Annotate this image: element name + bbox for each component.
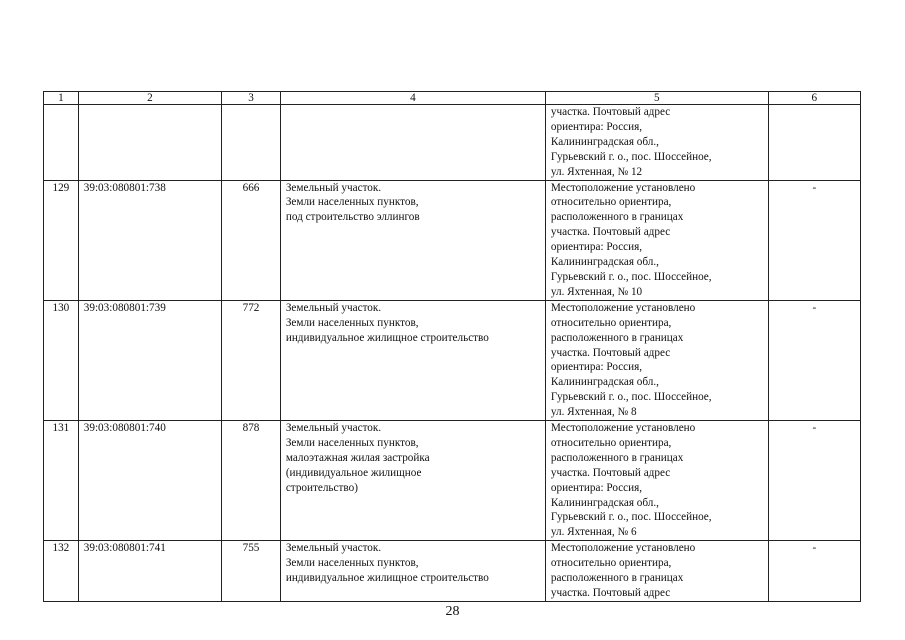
location-line: ориентира: Россия, — [550, 120, 643, 133]
cadastral-number-cell: 39:03:080801:741 — [78, 541, 221, 602]
column-header-2: 2 — [78, 92, 221, 105]
number-cell: 129 — [44, 180, 79, 300]
table-row — [44, 180, 861, 300]
location-line: Гурьевский г. о., пос. Шоссейное, — [550, 391, 712, 404]
description-cell — [280, 105, 545, 181]
column-header-4: 4 — [280, 92, 545, 105]
description-line: индивидуальное жилищное строительство — [285, 572, 489, 585]
note-cell: - — [768, 180, 860, 300]
number-cell: 130 — [44, 300, 79, 420]
page-number: 28 — [445, 604, 460, 619]
note-cell: - — [768, 541, 860, 602]
location-line: ул. Яхтенная, № 10 — [550, 285, 643, 298]
number-cell — [44, 105, 79, 181]
location-line: относительно ориентира, — [550, 316, 672, 329]
location-line: расположенного в границах — [550, 331, 684, 344]
location-line: относительно ориентира, — [550, 196, 672, 209]
description-line: Земли населенных пунктов, — [285, 316, 419, 329]
description-line: Земли населенных пунктов, — [285, 196, 419, 209]
location-line: ориентира: Россия, — [550, 481, 643, 494]
column-header-3: 3 — [222, 92, 281, 105]
location-line: Гурьевский г. о., пос. Шоссейное, — [550, 150, 712, 163]
description-line: строительство) — [285, 481, 358, 494]
description-line: индивидуальное жилищное строительство — [285, 331, 489, 344]
location-line: расположенного в границах — [550, 572, 684, 585]
location-line: Калининградская обл., — [550, 135, 659, 148]
description-cell — [280, 541, 545, 602]
location-line: относительно ориентира, — [550, 557, 672, 570]
description-cell — [280, 300, 545, 420]
description-line: (индивидуальное жилищное — [285, 466, 422, 479]
area-cell: 772 — [222, 300, 281, 420]
location-line: участка. Почтовый адрес — [550, 346, 671, 359]
location-line: Калининградская обл., — [550, 496, 659, 509]
area-cell: 666 — [222, 180, 281, 300]
description-line: Земельный участок. — [285, 422, 382, 435]
location-line: Местоположение установлено — [550, 301, 696, 314]
land-plots-table — [43, 91, 861, 602]
area-cell: 755 — [222, 541, 281, 602]
location-line: участка. Почтовый адрес — [550, 466, 671, 479]
description-line: Земли населенных пунктов, — [285, 557, 419, 570]
location-cell — [545, 421, 768, 541]
cadastral-number-cell — [78, 105, 221, 181]
table-header-row — [44, 92, 861, 105]
location-line: ул. Яхтенная, № 6 — [550, 526, 637, 539]
description-line: Земельный участок. — [285, 301, 382, 314]
table-row — [44, 421, 861, 541]
area-cell: 878 — [222, 421, 281, 541]
location-line: участка. Почтовый адрес — [550, 226, 671, 239]
description-line: Земли населенных пунктов, — [285, 436, 419, 449]
description-cell — [280, 180, 545, 300]
cadastral-number-cell: 39:03:080801:740 — [78, 421, 221, 541]
location-line: Калининградская обл., — [550, 256, 659, 269]
location-line: ул. Яхтенная, № 12 — [550, 165, 643, 178]
location-line: участка. Почтовый адрес — [550, 106, 671, 118]
table-row-continuation — [44, 105, 861, 181]
location-line: ориентира: Россия, — [550, 241, 643, 254]
location-line: относительно ориентира, — [550, 436, 672, 449]
table-row — [44, 300, 861, 420]
description-line: малоэтажная жилая застройка — [285, 451, 430, 464]
location-line: Гурьевский г. о., пос. Шоссейное, — [550, 270, 712, 283]
description-line: под строительство эллингов — [285, 211, 420, 224]
column-header-6: 6 — [768, 92, 860, 105]
location-line: Гурьевский г. о., пос. Шоссейное, — [550, 511, 712, 524]
location-line: Местоположение установлено — [550, 181, 696, 194]
location-cell — [545, 105, 768, 181]
cadastral-number-cell: 39:03:080801:739 — [78, 300, 221, 420]
description-cell — [280, 421, 545, 541]
location-line: ул. Яхтенная, № 8 — [550, 406, 637, 419]
location-cell — [545, 180, 768, 300]
location-cell — [545, 300, 768, 420]
column-header-1: 1 — [44, 92, 79, 105]
location-line: Калининградская обл., — [550, 376, 659, 389]
location-line: Местоположение установлено — [550, 422, 696, 435]
number-cell: 131 — [44, 421, 79, 541]
location-line: Местоположение установлено — [550, 542, 696, 555]
note-cell — [768, 105, 860, 181]
note-cell: - — [768, 300, 860, 420]
number-cell: 132 — [44, 541, 79, 602]
column-header-5: 5 — [545, 92, 768, 105]
location-cell — [545, 541, 768, 602]
location-line: участка. Почтовый адрес — [550, 587, 671, 599]
area-cell — [222, 105, 281, 181]
location-line: расположенного в границах — [550, 451, 684, 464]
note-cell: - — [768, 421, 860, 541]
table-row — [44, 541, 861, 602]
description-line: Земельный участок. — [285, 542, 382, 555]
location-line: ориентира: Россия, — [550, 361, 643, 374]
cadastral-number-cell: 39:03:080801:738 — [78, 180, 221, 300]
description-line: Земельный участок. — [285, 181, 382, 194]
location-line: расположенного в границах — [550, 211, 684, 224]
